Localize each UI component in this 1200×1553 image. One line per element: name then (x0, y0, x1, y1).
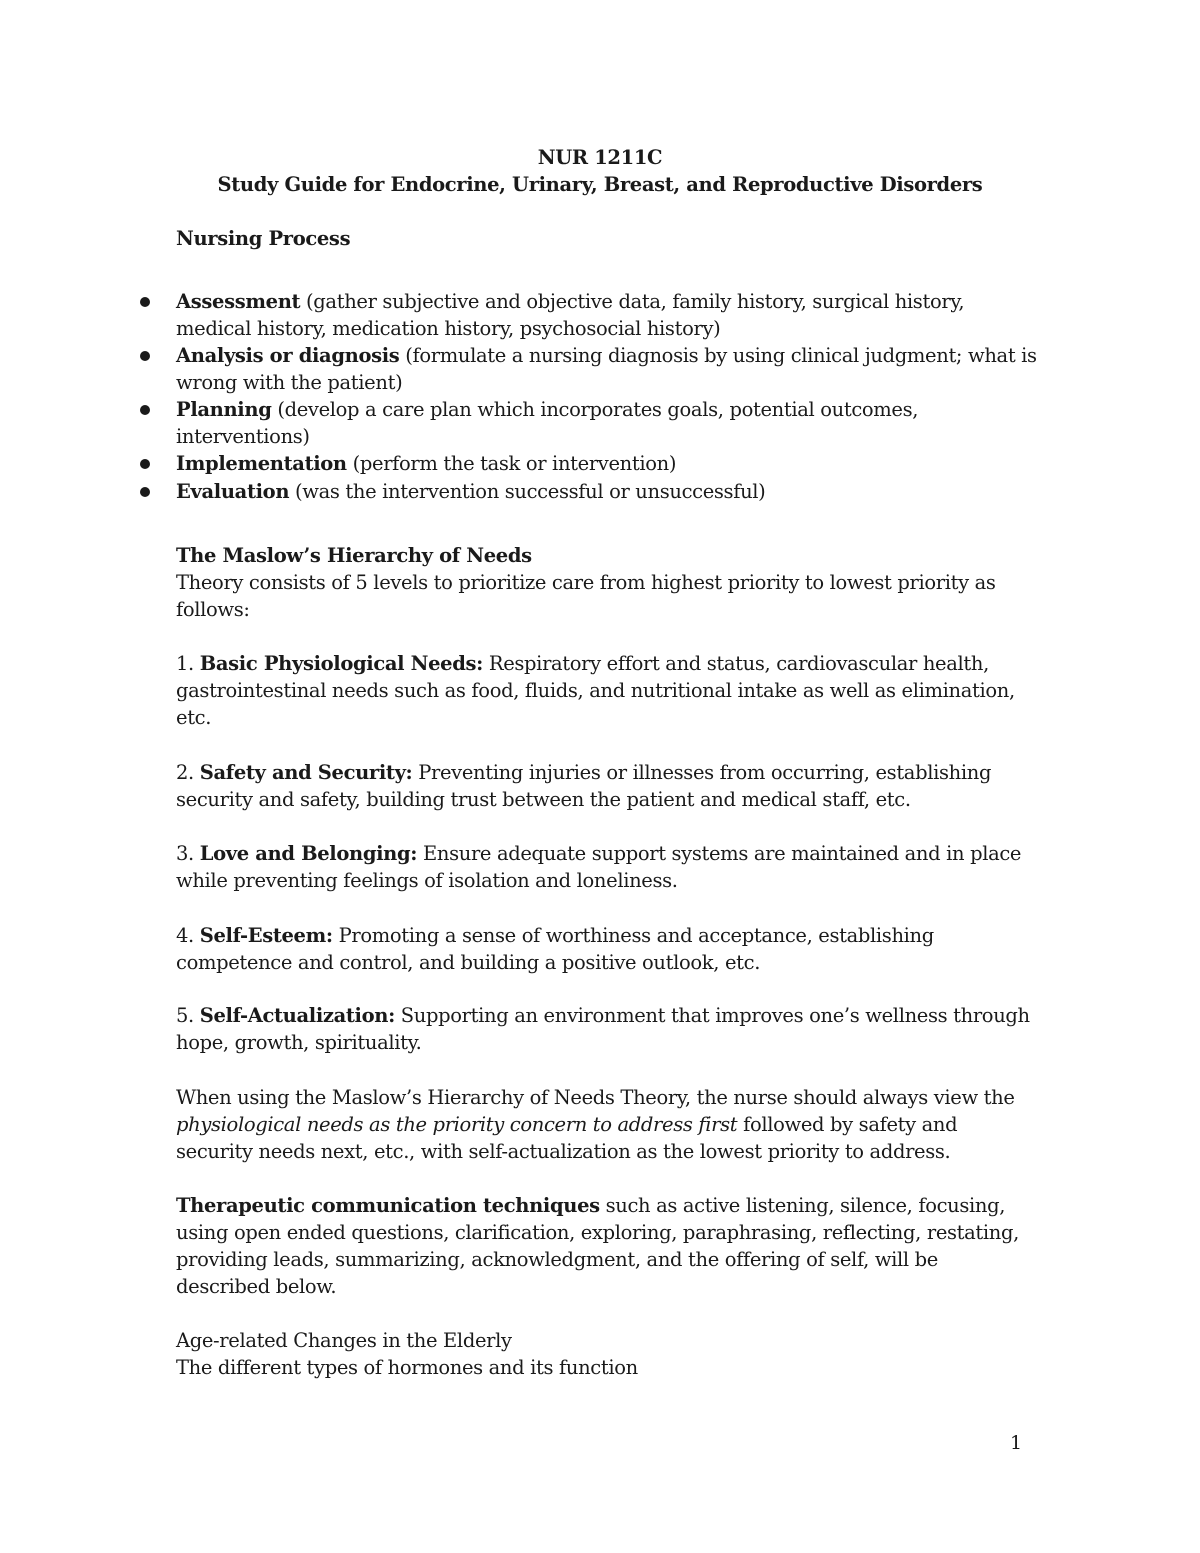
list-item-continuation: wrong with the patient) (176, 371, 403, 394)
topic-hormones: The different types of hormones and its function (176, 1356, 638, 1379)
bullet-icon (140, 297, 150, 307)
nursing-process-heading: Nursing Process (176, 227, 351, 250)
bullet-icon (140, 487, 150, 497)
maslow-summary: physiological needs as the priority concern to address first followed by safety and (176, 1113, 958, 1136)
maslow-level-1-text: etc. (176, 706, 212, 729)
maslow-heading: The Maslow’s Hierarchy of Needs (176, 544, 532, 567)
maslow-level-5: 5. Self-Actualization: Supporting an environment that improves one’s wellness through (176, 1004, 1030, 1027)
maslow-level-2-text: security and safety, building trust between the patient and medical staff, etc. (176, 788, 911, 811)
maslow-level-4-text: competence and control, and building a positive outlook, etc. (176, 951, 761, 974)
bullet-icon (140, 459, 150, 469)
maslow-summary: security needs next, etc., with self-actualization as the lowest priority to address. (176, 1140, 951, 1163)
list-item: Planning (develop a care plan which incorporates goals, potential outcomes, (176, 398, 919, 421)
maslow-level-1-text: gastrointestinal needs such as food, fluids, and nutritional intake as well as elimination, (176, 679, 1015, 702)
therapeutic-communication: Therapeutic communication techniques such as active listening, silence, focusing, (176, 1194, 1006, 1217)
list-item-continuation: medical history, medication history, psychosocial history) (176, 317, 721, 340)
therapeutic-communication-text: using open ended questions, clarification, exploring, paraphrasing, reflecting, restating, (176, 1221, 1019, 1244)
therapeutic-communication-text: described below. (176, 1275, 337, 1298)
list-item: Implementation (perform the task or intervention) (176, 452, 677, 475)
maslow-level-3-text: while preventing feelings of isolation and loneliness. (176, 869, 678, 892)
maslow-level-2: 2. Safety and Security: Preventing injuries or illnesses from occurring, establishing (176, 761, 992, 784)
topic-age-related-changes: Age-related Changes in the Elderly (176, 1329, 512, 1352)
maslow-level-4: 4. Self-Esteem: Promoting a sense of worthiness and acceptance, establishing (176, 924, 934, 947)
page-number: 1 (1010, 1432, 1023, 1454)
maslow-intro: Theory consists of 5 levels to prioritize care from highest priority to lowest priority as (176, 571, 996, 594)
maslow-level-1: 1. Basic Physiological Needs: Respiratory effort and status, cardiovascular health, (176, 652, 989, 675)
bullet-icon (140, 351, 150, 361)
maslow-level-5-text: hope, growth, spirituality. (176, 1031, 422, 1054)
bullet-icon (140, 405, 150, 415)
maslow-summary: When using the Maslow’s Hierarchy of Needs Theory, the nurse should always view the (176, 1086, 1015, 1109)
list-item-continuation: interventions) (176, 425, 310, 448)
maslow-level-3: 3. Love and Belonging: Ensure adequate support systems are maintained and in place (176, 842, 1022, 865)
document-title: Study Guide for Endocrine, Urinary, Breast, and Reproductive Disorders (217, 173, 983, 196)
maslow-intro: follows: (176, 598, 250, 621)
course-code: NUR 1211C (537, 146, 663, 169)
list-item: Assessment (gather subjective and objective data, family history, surgical history, (176, 290, 965, 313)
therapeutic-communication-text: providing leads, summarizing, acknowledgment, and the offering of self, will be (176, 1248, 938, 1271)
list-item: Analysis or diagnosis (formulate a nursing diagnosis by using clinical judgment; what is (176, 344, 1037, 367)
list-item: Evaluation (was the intervention successful or unsuccessful) (176, 480, 766, 503)
